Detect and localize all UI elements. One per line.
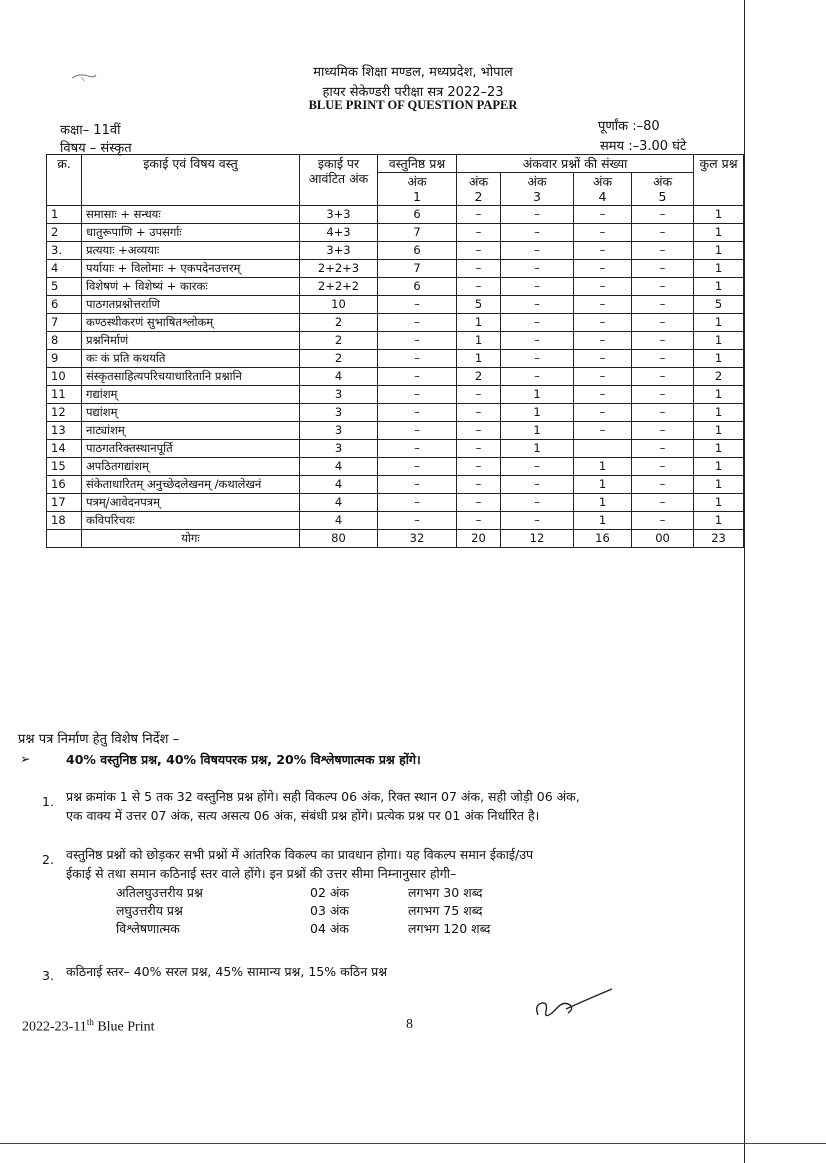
row-value: 1	[574, 512, 632, 530]
row-value: –	[501, 296, 574, 314]
row-value: 2+2+3	[300, 260, 378, 278]
notes-bullet: 40% वस्तुनिष्ठ प्रश्न, 40% विषयपरक प्रश्न, 20% विश्लेषणात्मक प्रश्न होंगे।	[66, 752, 421, 767]
table-row	[47, 440, 744, 458]
footer-left: 2022-23-11th Blue Print	[22, 1017, 155, 1035]
row-unit: पर्यायाः + विलोमाः + एकपदेनउत्तरम्	[82, 260, 300, 278]
row-value: –	[501, 314, 574, 332]
total-4: 16	[574, 530, 632, 548]
row-value: 1	[694, 242, 744, 260]
row-value: 3+3	[300, 242, 378, 260]
row-value: –	[457, 440, 501, 458]
table-row	[47, 386, 744, 404]
row-value: –	[501, 476, 574, 494]
header-objective: वस्तुनिष्ठ प्रश्न	[378, 155, 457, 173]
row-value: –	[574, 350, 632, 368]
table-row	[47, 332, 744, 350]
table-row	[47, 224, 744, 242]
table-row	[47, 350, 744, 368]
row-value: 1	[694, 512, 744, 530]
row-value: –	[501, 224, 574, 242]
row-sno: 8	[47, 332, 82, 350]
row-sno: 10	[47, 368, 82, 386]
exam-session: हायर सेकेण्डरी परीक्षा सत्र 2022–23	[322, 85, 504, 100]
row-value: 1	[694, 278, 744, 296]
row-value: 1	[501, 386, 574, 404]
row-value: –	[574, 404, 632, 422]
row-value: 4	[300, 494, 378, 512]
row-sno: 17	[47, 494, 82, 512]
point-3-number: 3.	[42, 968, 54, 983]
row-value: –	[574, 422, 632, 440]
row-value: –	[457, 458, 501, 476]
row-value: 3	[300, 404, 378, 422]
header-total: कुल प्रश्न	[694, 155, 744, 206]
row-value: 1	[574, 476, 632, 494]
row-value: 3	[300, 440, 378, 458]
total-cell	[47, 530, 82, 548]
row-sno: 1	[47, 206, 82, 224]
answer-limit-row	[116, 902, 548, 920]
row-value: –	[574, 332, 632, 350]
header-ank-4: अंक 4	[574, 173, 632, 206]
row-value: –	[378, 368, 457, 386]
row-unit: कण्ठस्थीकरणं सुभाषितश्लोकम्	[82, 314, 300, 332]
row-value: –	[632, 404, 694, 422]
row-value: –	[632, 260, 694, 278]
row-value: 2	[300, 314, 378, 332]
row-value: 6	[378, 206, 457, 224]
total-3: 12	[501, 530, 574, 548]
row-value: –	[378, 296, 457, 314]
row-value: –	[501, 368, 574, 386]
row-value: –	[457, 404, 501, 422]
row-value: –	[632, 206, 694, 224]
row-unit: पद्यांशम्	[82, 404, 300, 422]
row-value: –	[574, 242, 632, 260]
total-questions: 23	[694, 530, 744, 548]
row-value: –	[501, 206, 574, 224]
row-value: –	[457, 260, 501, 278]
row-value: 5	[694, 296, 744, 314]
row-value: –	[632, 314, 694, 332]
row-value: 10	[300, 296, 378, 314]
header-unit-marks: इकाई पर आवंटित अंक	[300, 155, 378, 206]
row-value: 3+3	[300, 206, 378, 224]
row-sno: 9	[47, 350, 82, 368]
row-value: 5	[457, 296, 501, 314]
answer-words: लगभग 75 शब्द	[408, 903, 483, 918]
row-unit: प्रत्ययाः +अव्ययाः	[82, 242, 300, 260]
row-value: –	[457, 224, 501, 242]
page-right-border	[744, 0, 745, 1163]
row-unit: कः कं प्रति कथयति	[82, 350, 300, 368]
table-row	[47, 494, 744, 512]
row-value: –	[574, 278, 632, 296]
row-unit: पाठगतरिक्तस्थानपूर्ति	[82, 440, 300, 458]
table-row	[47, 278, 744, 296]
row-value: –	[501, 350, 574, 368]
row-value: –	[574, 296, 632, 314]
total-2: 20	[457, 530, 501, 548]
row-value: –	[501, 332, 574, 350]
row-value: –	[501, 458, 574, 476]
row-value: –	[378, 332, 457, 350]
answer-type: विश्लेषणात्मक	[116, 921, 180, 936]
header-markwise: अंकवार प्रश्नों की संख्या	[457, 155, 694, 173]
row-value: 4	[300, 512, 378, 530]
answer-type: लघुउत्तरीय प्रश्न	[116, 903, 183, 918]
row-unit: गद्यांशम्	[82, 386, 300, 404]
class-label: कक्षा– 11वीं	[60, 123, 121, 138]
point-2-line-1: वस्तुनिष्ठ प्रश्नों को छोड़कर सभी प्रश्नों में आंतरिक विकल्प का प्रावधान होगा। यह विकल्प समान ईकाई/उप	[66, 847, 534, 862]
row-value: –	[574, 260, 632, 278]
row-value: 1	[501, 422, 574, 440]
row-value: –	[378, 422, 457, 440]
row-sno: 18	[47, 512, 82, 530]
row-value: 2	[300, 332, 378, 350]
row-unit: विशेषणं + विशेष्यं + कारकः	[82, 278, 300, 296]
row-value: 1	[694, 494, 744, 512]
row-value: 1	[457, 332, 501, 350]
table-row	[47, 476, 744, 494]
row-value: 1	[694, 224, 744, 242]
header-ank-2: अंक 2	[457, 173, 501, 206]
header-unit: इकाई एवं विषय वस्तु	[82, 155, 300, 206]
answer-limit-row	[116, 920, 548, 938]
board-name: माध्यमिक शिक्षा मण्डल, मध्यप्रदेश, भोपाल	[313, 65, 513, 80]
row-value: 1	[694, 458, 744, 476]
row-value: 6	[378, 242, 457, 260]
row-value: –	[378, 386, 457, 404]
point-1-line-2: एक वाक्य में उत्तर 07 अंक, सत्य असत्य 06 अंक, संबंधी प्रश्न होंगे। प्रत्येक प्रश्न पर 01 अंक निर्धारित है।	[66, 808, 540, 823]
row-value: 4+3	[300, 224, 378, 242]
row-value: –	[574, 224, 632, 242]
row-value: 7	[378, 260, 457, 278]
answer-marks: 04 अंक	[310, 921, 350, 936]
row-value: 1	[694, 260, 744, 278]
row-value: 4	[300, 368, 378, 386]
row-value: 1	[574, 458, 632, 476]
row-unit: पत्रम्/आवेदनपत्रम्	[82, 494, 300, 512]
row-value: 6	[378, 278, 457, 296]
row-value: –	[632, 368, 694, 386]
table-row	[47, 458, 744, 476]
row-value: –	[378, 350, 457, 368]
row-value: –	[632, 440, 694, 458]
row-value: 2	[694, 368, 744, 386]
row-value: –	[501, 494, 574, 512]
row-value: –	[632, 350, 694, 368]
row-value: –	[632, 332, 694, 350]
row-unit: नाट्यांशम्	[82, 422, 300, 440]
point-2-number: 2.	[42, 852, 54, 867]
row-value: –	[378, 476, 457, 494]
row-unit: पाठगतप्रश्नोत्तराणि	[82, 296, 300, 314]
row-value: –	[457, 206, 501, 224]
total-marks: 80	[300, 530, 378, 548]
row-sno: 16	[47, 476, 82, 494]
row-sno: 3.	[47, 242, 82, 260]
row-unit: संस्कृतसाहित्यपरिचयाधारितानि प्रश्नानि	[82, 368, 300, 386]
row-value: 1	[501, 404, 574, 422]
row-value: –	[501, 242, 574, 260]
row-value: –	[378, 440, 457, 458]
row-value: 4	[300, 476, 378, 494]
answer-limit-row	[116, 884, 548, 902]
header-ank-5: अंक 5	[632, 173, 694, 206]
row-value: –	[632, 386, 694, 404]
row-value: –	[378, 458, 457, 476]
subject-label: विषय – संस्कृत	[60, 141, 132, 156]
row-value: –	[378, 512, 457, 530]
row-sno: 5	[47, 278, 82, 296]
row-value: 1	[694, 476, 744, 494]
row-value: –	[378, 494, 457, 512]
point-3-text: कठिनाई स्तर– 40% सरल प्रश्न, 45% सामान्य प्रश्न, 15% कठिन प्रश्न	[66, 964, 388, 979]
row-sno: 11	[47, 386, 82, 404]
row-value: 2	[300, 350, 378, 368]
table-row	[47, 422, 744, 440]
row-value: 1	[457, 314, 501, 332]
row-value: 3	[300, 422, 378, 440]
row-value: –	[574, 314, 632, 332]
row-value: 1	[694, 350, 744, 368]
row-value: –	[574, 206, 632, 224]
row-value: 1	[694, 440, 744, 458]
answer-limit-table	[116, 884, 548, 938]
row-sno: 12	[47, 404, 82, 422]
point-1-line-1: प्रश्न क्रमांक 1 से 5 तक 32 वस्तुनिष्ठ प्रश्न होंगे। सही विकल्प 06 अंक, रिक्त स्थान 07 अंक, सही जोड़ी 06 अंक,	[66, 789, 580, 804]
row-value: –	[632, 512, 694, 530]
answer-words: लगभग 120 शब्द	[408, 921, 491, 936]
row-value: 1	[694, 404, 744, 422]
row-value: –	[632, 422, 694, 440]
row-value: –	[574, 368, 632, 386]
point-1-number: 1.	[42, 794, 54, 809]
row-value: –	[632, 458, 694, 476]
row-value: –	[632, 278, 694, 296]
notes-heading: प्रश्न पत्र निर्माण हेतु विशेष निर्देश –	[18, 732, 180, 747]
row-unit: अपठितगद्यांशम्	[82, 458, 300, 476]
page-bottom-border	[0, 1143, 826, 1144]
row-value: 1	[694, 314, 744, 332]
row-sno: 4	[47, 260, 82, 278]
row-value: –	[501, 278, 574, 296]
row-unit: धातुरूपाणि + उपसर्गाः	[82, 224, 300, 242]
bullet-arrow-icon: ➢	[20, 751, 31, 766]
point-2-line-2: ईकाई से तथा समान कठिनाई स्तर वाले होंगे। इन प्रश्नों की उत्तर सीमा निम्नानुसार होगी–	[66, 866, 457, 881]
table-row	[47, 404, 744, 422]
row-value: –	[632, 494, 694, 512]
table-row	[47, 296, 744, 314]
row-value: –	[457, 422, 501, 440]
row-value: –	[457, 242, 501, 260]
document-title: BLUE PRINT OF QUESTION PAPER	[308, 98, 518, 112]
row-value: 1	[574, 494, 632, 512]
total-obj: 32	[378, 530, 457, 548]
row-value: 1	[694, 386, 744, 404]
blue-print-table	[46, 154, 744, 548]
total-5: 00	[632, 530, 694, 548]
row-value: –	[457, 494, 501, 512]
total-row	[47, 530, 744, 548]
row-value: 1	[694, 422, 744, 440]
row-sno: 2	[47, 224, 82, 242]
table-row	[47, 206, 744, 224]
row-value: –	[632, 224, 694, 242]
signature-icon	[528, 985, 618, 1030]
answer-marks: 02 अंक	[310, 885, 350, 900]
header-sno: क्र.	[47, 155, 82, 206]
row-value: –	[632, 296, 694, 314]
row-unit: समासाः + सन्धयः	[82, 206, 300, 224]
table-row	[47, 242, 744, 260]
table-row	[47, 512, 744, 530]
table-row	[47, 368, 744, 386]
row-value: –	[632, 242, 694, 260]
row-sno: 7	[47, 314, 82, 332]
row-value: 4	[300, 458, 378, 476]
table-row	[47, 260, 744, 278]
row-unit: कविपरिचयः	[82, 512, 300, 530]
row-value: –	[457, 386, 501, 404]
row-value: –	[574, 386, 632, 404]
row-value: –	[457, 512, 501, 530]
header-ank-3: अंक 3	[501, 173, 574, 206]
row-value: –	[501, 512, 574, 530]
total-label: योगः	[82, 530, 300, 548]
row-sno: 14	[47, 440, 82, 458]
row-value: –	[457, 278, 501, 296]
row-value: –	[501, 260, 574, 278]
row-value: 7	[378, 224, 457, 242]
row-value	[574, 440, 632, 458]
row-value: 1	[457, 350, 501, 368]
row-value: –	[457, 476, 501, 494]
row-value: –	[378, 314, 457, 332]
answer-marks: 03 अंक	[310, 903, 350, 918]
time-label: समय :–3.00 घंटे	[600, 139, 687, 154]
table-row	[47, 314, 744, 332]
row-sno: 15	[47, 458, 82, 476]
answer-type: अतिलघुउत्तरीय प्रश्न	[116, 885, 203, 900]
row-sno: 13	[47, 422, 82, 440]
answer-words: लगभग 30 शब्द	[408, 885, 483, 900]
header-ank-1: अंक 1	[378, 173, 457, 206]
row-sno: 6	[47, 296, 82, 314]
row-value: 1	[694, 332, 744, 350]
max-marks-label: पूर्णांक :–80	[598, 119, 660, 134]
page-number: 8	[406, 1017, 413, 1032]
row-value: 2+2+2	[300, 278, 378, 296]
row-unit: संकेताधारितम् अनुच्छेदलेखनम् /कथालेखनं	[82, 476, 300, 494]
row-value: –	[378, 404, 457, 422]
row-value: 3	[300, 386, 378, 404]
row-value: –	[632, 476, 694, 494]
row-value: 1	[501, 440, 574, 458]
row-value: 2	[457, 368, 501, 386]
row-unit: प्रश्ननिर्माणं	[82, 332, 300, 350]
row-value: 1	[694, 206, 744, 224]
